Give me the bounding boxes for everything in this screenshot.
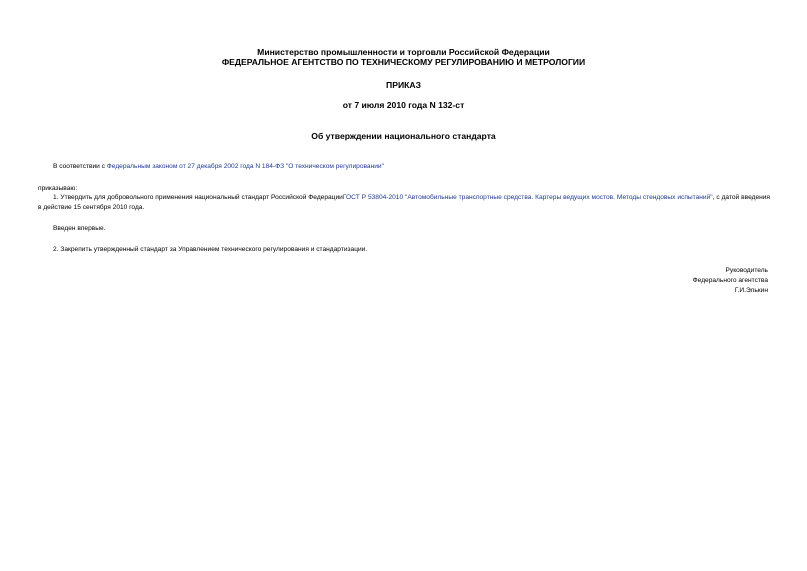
first-time-note: Введен впервые.: [53, 225, 106, 232]
agency-title: ФЕДЕРАЛЬНОЕ АГЕНТСТВО ПО ТЕХНИЧЕСКОМУ РЕГУЛИРОВАНИЮ И МЕТРОЛОГИИ: [221, 57, 586, 67]
item1-suffix: , с датой введения в действие 15 сентября 2010 года.: [38, 194, 771, 211]
order-item-1: [38, 193, 770, 213]
standard-link[interactable]: ГОСТ Р 53804-2010 "Автомобильные транспортные средства. Картеры ведущих мостов. Методы стендовых испытаний": [342, 194, 713, 201]
item1-prefix: 1. Утвердить для добровольного применения национальный стандарт Российской Федерации: [53, 194, 343, 201]
signature-title-line2: Федерального агентства: [692, 277, 768, 284]
document-subject: Об утверждении национального стандарта: [311, 131, 496, 141]
ministry-title: Министерство промышленности и торговли Российской Федерации: [257, 47, 550, 57]
preamble-prefix: В соответствии с: [53, 163, 107, 170]
signature-title-line1: Руководитель: [725, 267, 768, 274]
preamble: [53, 162, 384, 171]
document-date-number: от 7 июля 2010 года N 132-ст: [342, 100, 465, 110]
document-type: ПРИКАЗ: [386, 80, 421, 90]
signature-name: Г.И.Элькин: [734, 287, 768, 294]
order-word: приказываю:: [38, 185, 78, 192]
order-item-2: 2. Закрепить утвержденный стандарт за Управлением технического регулирования и стандартизации.: [53, 246, 368, 253]
federal-law-link[interactable]: Федеральным законом от 27 декабря 2002 года N 184-ФЗ "О техническом регулировании": [106, 163, 384, 170]
